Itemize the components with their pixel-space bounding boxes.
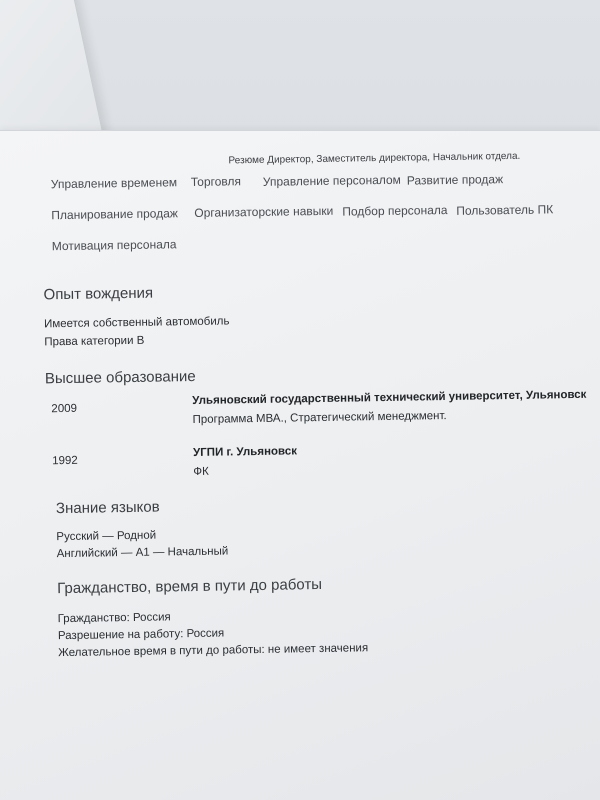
education-details: Программа МВА., Стратегический менеджмент. <box>192 410 447 427</box>
education-details: ФК <box>193 465 209 479</box>
section-title-citizenship: Гражданство, время в пути до работы <box>57 575 323 598</box>
skill-tag: Подбор персонала <box>342 202 448 219</box>
skill-tag: Управление персоналом <box>262 172 401 189</box>
skill-tag: Управление временем <box>50 175 178 192</box>
section-title-education: Высшее образование <box>44 367 196 388</box>
section-title-driving: Опыт вождения <box>43 284 154 304</box>
section-title-languages: Знание языков <box>55 498 160 518</box>
education-institution: Ульяновский государственный технический университет, Ульяновск <box>192 388 587 408</box>
citizenship-line: Разрешение на работу: Россия <box>57 627 225 643</box>
skill-tag: Мотивация персонала <box>51 237 177 254</box>
skill-tag: Организаторские навыки <box>194 203 334 220</box>
citizenship-line: Гражданство: Россия <box>57 611 171 626</box>
education-institution: УГПИ г. Ульяновск <box>192 445 298 460</box>
language-line: Русский — Родной <box>56 529 157 544</box>
skill-tag: Пользователь ПК <box>456 202 554 218</box>
driving-line: Права категории B <box>44 334 145 349</box>
driving-line: Имеется собственный автомобиль <box>43 315 230 331</box>
resume-page <box>0 130 600 800</box>
education-year: 2009 <box>51 402 78 416</box>
skill-tag: Развитие продаж <box>406 172 504 188</box>
skill-tag: Планирование продаж <box>51 206 178 223</box>
education-year: 1992 <box>52 454 78 468</box>
language-line: Английский — A1 — Начальный <box>56 545 229 561</box>
citizenship-line: Желательное время в пути до работы: не имеет значения <box>58 642 369 660</box>
page-header: Резюме Директор, Заместитель директора, Начальник отдела. <box>228 150 521 167</box>
skill-tag: Торговля <box>190 174 242 190</box>
resume-content <box>0 122 600 800</box>
